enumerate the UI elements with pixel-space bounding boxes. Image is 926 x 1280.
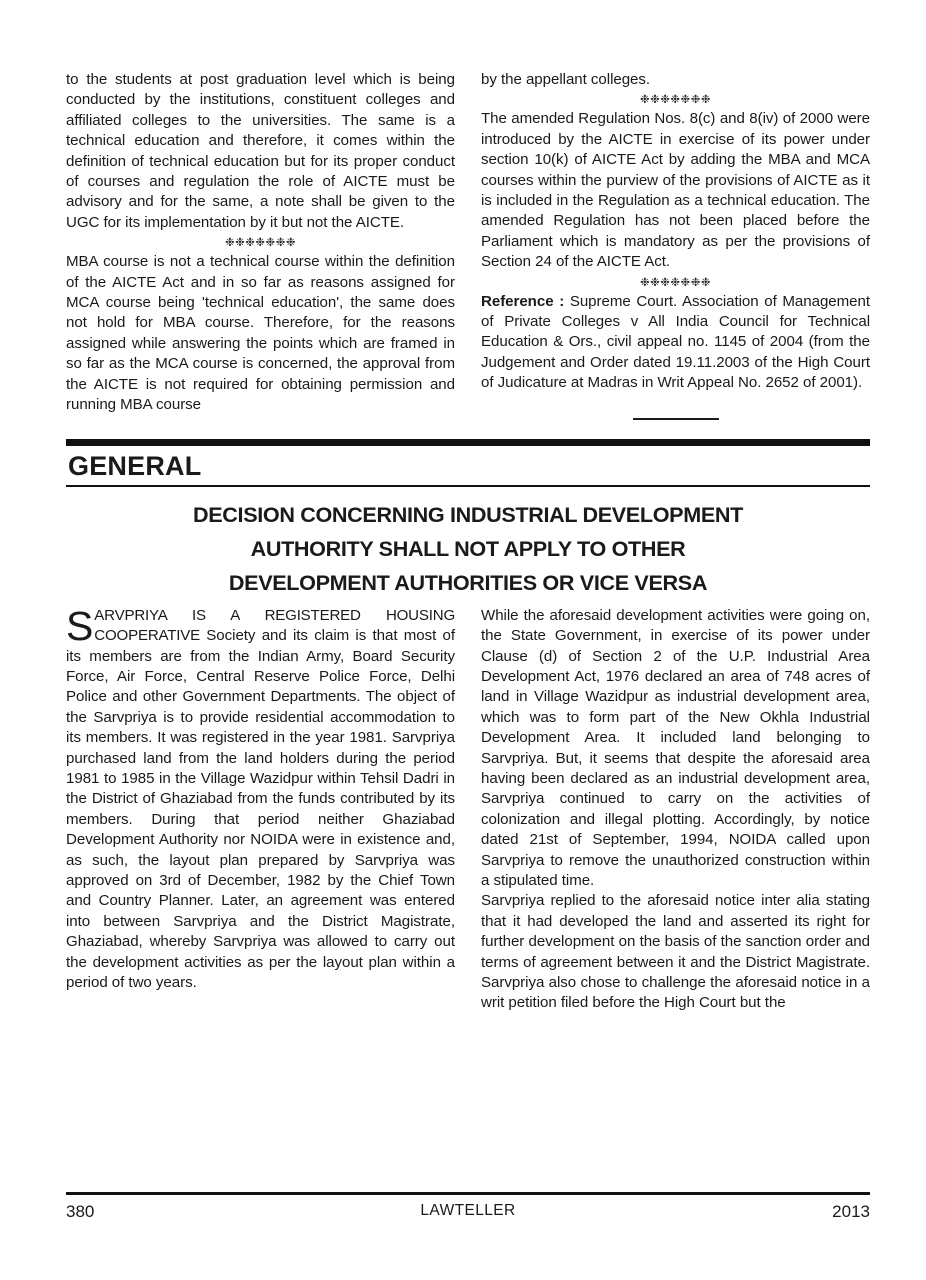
article-right-paragraph-1: While the aforesaid development activities were going on, the State Government, in exercise of its power under Clause (d) of Section 2 of the U.P. Industrial Area Development Act, 1976 declared an area of 748 acres of land in Village Wazidpur as industrial development area, which was to form part of the New Okhla Industrial Development Area. It included land belonging to Sarvpriya. But, it seems that despite the aforesaid area having been declared as an industrial development area, Sarvpriya continued to carry on the activities of colonization and illegal plotting. Accordingly, by notice dated 21st of September, 1994, NOIDA called upon Sarvpriya to remove the unauthorized construction within a stipulated time.: [481, 606, 870, 889]
page-footer: [0, 1192, 926, 1222]
footer-rule: [66, 1192, 870, 1195]
reference-text: Supreme Court. Association of Management of Private Colleges v All India Council for Technical Education & Ors., civil appeal no. 1145 of 2004 (from the Judgement and Order dated 19.11.2003 of the High Court of Judicature at Madras in Writ Appeal No. 2652 of 2001).: [481, 292, 870, 392]
section-rule-bottom: [66, 485, 870, 487]
page-number: 380: [66, 1202, 95, 1221]
reference-block: [481, 292, 870, 394]
article-left-paragraph-1: [66, 602, 455, 994]
top-left-paragraph-2: MBA course is not a technical course within the definition of the AICTE Act and in so far as reasons assigned for MCA course being 'technical education', the same does not hold for MBA course. Therefore, for the reasons assigned while answering the points which are framed in so far as the MCA course is concerned, the approval from the AICTE is not required for obtaining permission and running MBA course: [66, 253, 455, 414]
section-header: [66, 439, 870, 487]
top-article-left-column: [66, 70, 455, 425]
footer-row: [66, 1202, 870, 1222]
section-title: GENERAL: [68, 450, 202, 481]
article-right-column: [481, 606, 870, 1014]
ornament-divider: ❉❉❉❉❉❉❉: [225, 235, 296, 250]
top-right-paragraph-1: by the appellant colleges.: [481, 71, 651, 88]
headline-line-2: AUTHORITY SHALL NOT APPLY TO OTHER: [250, 535, 686, 561]
end-of-article-rule: [633, 418, 719, 420]
publication-name: LAWTELLER: [420, 1202, 516, 1219]
ornament-divider: ❉❉❉❉❉❉❉: [640, 274, 711, 289]
article-left-column: [66, 602, 455, 1014]
top-left-paragraph-1: to the students at post graduation level which is being conducted by the institutions, constituent colleges and affiliated colleges to the universities. The same is a technical education and therefore, it comes within the definition of technical education but for its proper conduct of courses and regulation the role of AICTE must be advisory and for the same, a note shall be given to the UGC for its implementation by it but not the AICTE.: [66, 71, 455, 231]
article-headline: [72, 498, 864, 600]
headline-line-1: DECISION CONCERNING INDUSTRIAL DEVELOPMENT: [193, 501, 743, 527]
article-left-paragraph-1-rest: Society and its claim is that most of its members are from the Indian Army, Board Security Force, Air Force, Central Reserve Police Force, Delhi Police and other Government Departments. The object of the Sarvpriya is to provide residential accommodation to its members. It was registered in the year 1981. Sarvpriya purchased land from the land holders during the period 1981 to 1985 in the Village Wazidpur within Tehsil Dadri in the District of Ghaziabad from the funds contributed by its members. During that period neither Ghaziabad Development Authority nor NOIDA were in existence and, as such, the layout plan prepared by Sarvpriya was approved on 3rd of December, 1982 by the Chief Town and Country Planner. Later, an agreement was entered into between Sarvpriya and the District Magistrate, Ghaziabad, whereby Sarvpriya was allowed to carry out the development activities as per the layout plan within a period of two years.: [66, 627, 455, 991]
end-of-article-rule-wrap: [481, 407, 870, 425]
page-year: 2013: [832, 1202, 870, 1221]
reference-label: Reference :: [481, 292, 565, 310]
top-article-right-column: [481, 70, 870, 425]
headline-line-3: DEVELOPMENT AUTHORITIES OR VICE VERSA: [228, 569, 708, 595]
top-right-paragraph-2: The amended Regulation Nos. 8(c) and 8(iv) of 2000 were introduced by the AICTE in exercise of its power under section 10(k) of AICTE Act by adding the MBA and MCA courses within the purview of the provisions of AICTE as it is included in the Regulation as a technical education. The amended Regulation has not been placed before the Parliament which is mandatory as per the provisions of Section 24 of the AICTE Act.: [481, 110, 870, 271]
article-columns: [0, 602, 926, 1014]
article-right-paragraph-2: Sarvpriya replied to the aforesaid notice inter alia stating that it had developed the land and asserted its right for further development on the basis of the sanction order and terms of agreement between it and the District Magistrate. Sarvpriya also chose to challenge the aforesaid notice in a writ petition filed before the High Court but the: [481, 892, 870, 1012]
drop-cap-letter: S: [66, 602, 94, 649]
section-rule-top: [66, 439, 870, 446]
top-article-columns: [0, 70, 926, 425]
lead-caps-text: ARVPRIYA IS A REGISTERED HOUSING COOPERATIVE: [94, 606, 455, 645]
ornament-divider: ❉❉❉❉❉❉❉: [640, 92, 711, 107]
